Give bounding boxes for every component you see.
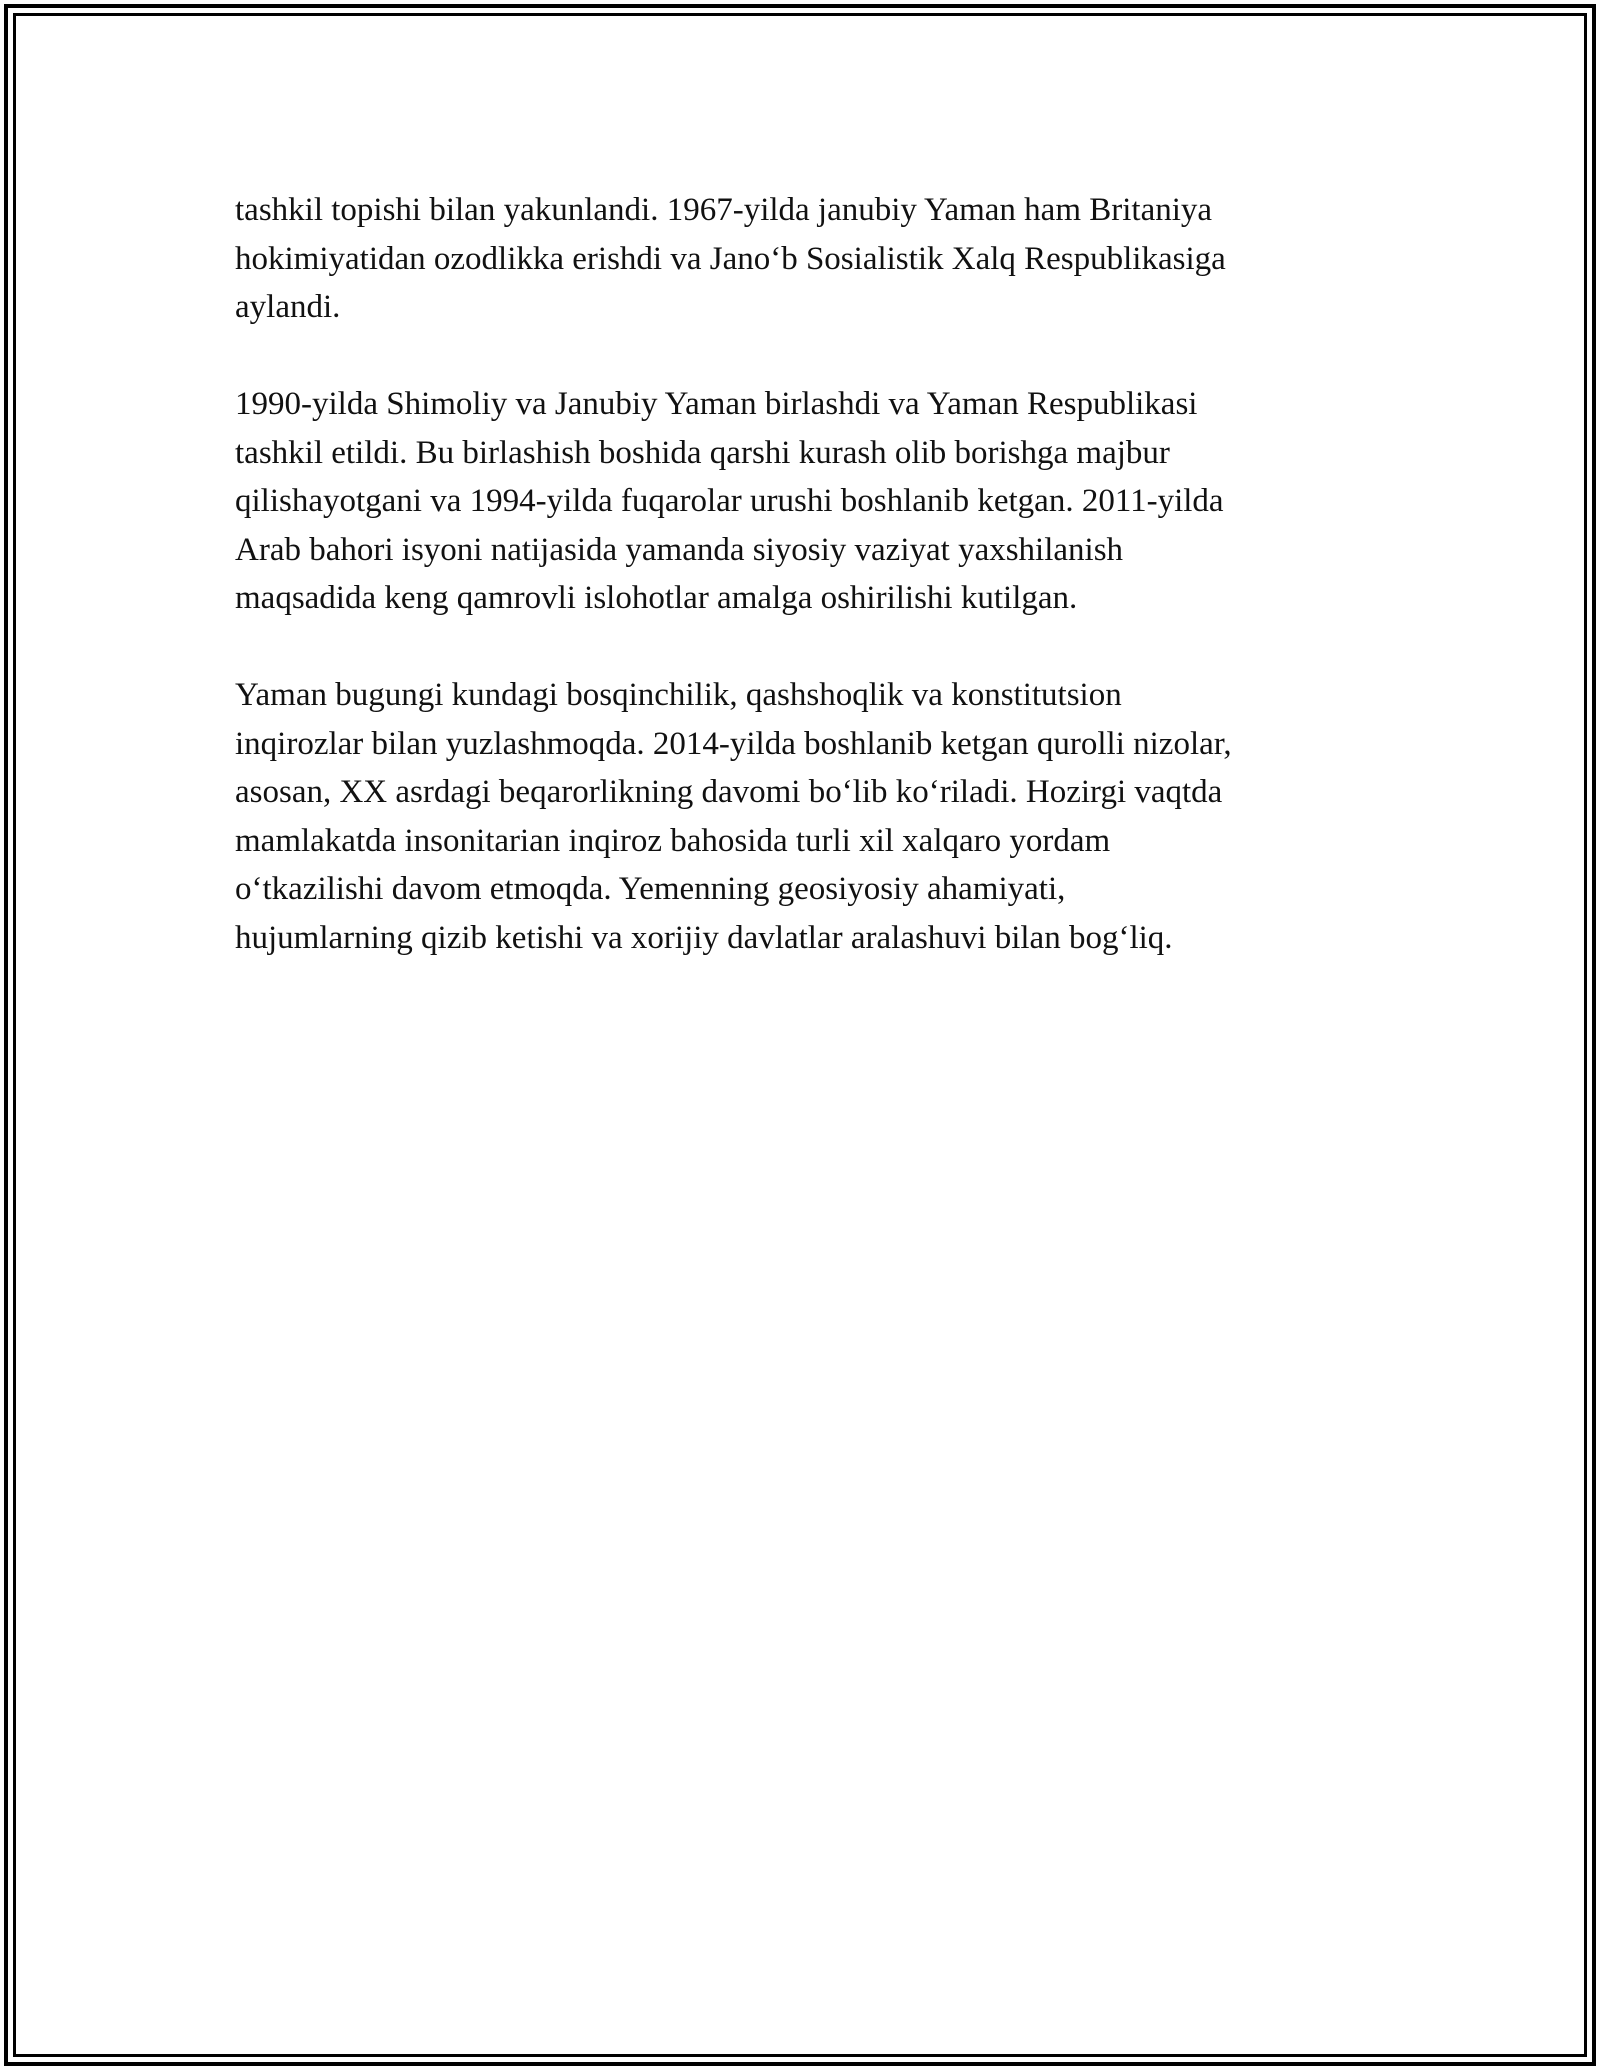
paragraph-3: Yaman bugungi kundagi bosqinchilik, qashshoqlik va konstitutsion inqirozlar bilan yuzlashmoqda. 2014-yilda boshlanib ketgan qurolli nizolar, asosan, XX asrdagi beqarorlikning davomi bo‘lib ko‘riladi. Hozirgi vaqtda mamlakatda insonitarian inqiroz bahosida turli xil xalqaro yordam o‘tkazilishi davom etmoqda. Yemenning geosiyosiy ahamiyati, hujumlarning qizib ketishi va xorijiy davlatlar aralashuvi bilan bog‘liq.: [235, 677, 1232, 956]
paragraph-2: 1990-yilda Shimoliy va Janubiy Yaman birlashdi va Yaman Respublikasi tashkil etildi. Bu birlashish boshida qarshi kurash olib borishga majbur qilishayotgani va 1994-yilda fuqarolar urushi boshlanib ketgan. 2011-yilda Arab bahori isyoni natijasida yamanda siyosiy vaziyat yaxshilanish maqsadida keng qamrovli islohotlar amalga oshirilishi kutilgan.: [235, 386, 1224, 616]
paragraph-1: tashkil topishi bilan yakunlandi. 1967-yilda janubiy Yaman ham Britaniya hokimiyatidan ozodlikka erishdi va Jano‘b Sosialistik Xalq Respublikasiga aylandi.: [235, 192, 1226, 325]
document-body: [235, 186, 1365, 1011]
